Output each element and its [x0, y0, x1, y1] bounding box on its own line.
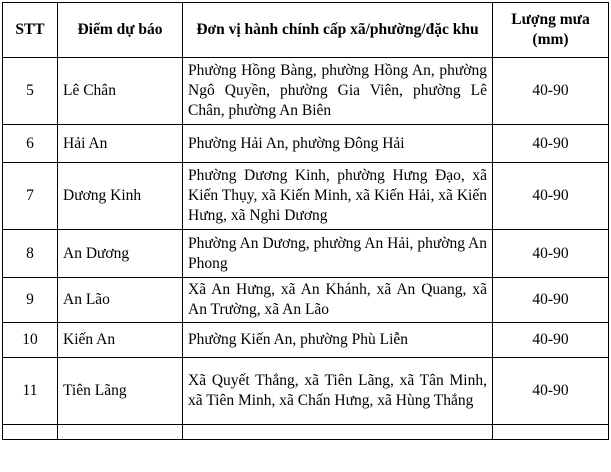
header-admin-unit: Đơn vị hành chính cấp xã/phường/đặc khu — [183, 3, 493, 58]
cell-stt: 11 — [3, 358, 58, 425]
cell-forecast-point: Kiến An — [58, 323, 183, 358]
cell-rainfall: 40-90 — [493, 125, 609, 163]
cell-forecast-point: Tiên Lãng — [58, 358, 183, 425]
rainfall-forecast-table — [2, 2, 609, 440]
header-stt: STT — [3, 3, 58, 58]
cell-admin-unit: Xã An Hưng, xã An Khánh, xã An Quang, xã An Trường, xã An Lão — [183, 278, 493, 323]
cell-empty — [183, 425, 493, 440]
cell-stt: 9 — [3, 278, 58, 323]
cell-admin-unit: Xã Quyết Thắng, xã Tiên Lãng, xã Tân Minh, xã Tiên Minh, xã Chấn Hưng, xã Hùng Thắng — [183, 358, 493, 425]
table-row — [3, 125, 609, 163]
table-row — [3, 58, 609, 125]
table-row — [3, 163, 609, 230]
cell-stt: 5 — [3, 58, 58, 125]
cell-stt: 7 — [3, 163, 58, 230]
table-row-cutoff — [3, 425, 609, 440]
table-row — [3, 230, 609, 278]
cell-empty — [58, 425, 183, 440]
table-body — [3, 58, 609, 440]
cell-stt: 10 — [3, 323, 58, 358]
cell-rainfall: 40-90 — [493, 163, 609, 230]
cell-rainfall: 40-90 — [493, 230, 609, 278]
cell-empty — [3, 425, 58, 440]
cell-admin-unit: Phường Kiến An, phường Phù Liễn — [183, 323, 493, 358]
cell-forecast-point: An Lão — [58, 278, 183, 323]
table-row — [3, 323, 609, 358]
cell-rainfall: 40-90 — [493, 278, 609, 323]
header-row — [3, 3, 609, 58]
cell-rainfall: 40-90 — [493, 323, 609, 358]
cell-forecast-point: Lê Chân — [58, 58, 183, 125]
cell-forecast-point: An Dương — [58, 230, 183, 278]
table-row — [3, 358, 609, 425]
cell-forecast-point: Hải An — [58, 125, 183, 163]
header-forecast-point: Điểm dự báo — [58, 3, 183, 58]
cell-admin-unit: Phường Hải An, phường Đông Hải — [183, 125, 493, 163]
cell-rainfall: 40-90 — [493, 358, 609, 425]
cell-stt: 8 — [3, 230, 58, 278]
cell-admin-unit: Phường Hồng Bàng, phường Hồng An, phường Ngô Quyền, phường Gia Viên, phường Lê Chân, phường An Biên — [183, 58, 493, 125]
cell-stt: 6 — [3, 125, 58, 163]
cell-empty — [493, 425, 609, 440]
cell-admin-unit: Phường Dương Kinh, phường Hưng Đạo, xã Kiến Thụy, xã Kiến Minh, xã Kiến Hải, xã Kiến Hưng, xã Nghi Dương — [183, 163, 493, 230]
cell-admin-unit: Phường An Dương, phường An Hải, phường An Phong — [183, 230, 493, 278]
cell-forecast-point: Dương Kinh — [58, 163, 183, 230]
table-header — [3, 3, 609, 58]
table-row — [3, 278, 609, 323]
cell-rainfall: 40-90 — [493, 58, 609, 125]
header-rainfall: Lượng mưa (mm) — [493, 3, 609, 58]
